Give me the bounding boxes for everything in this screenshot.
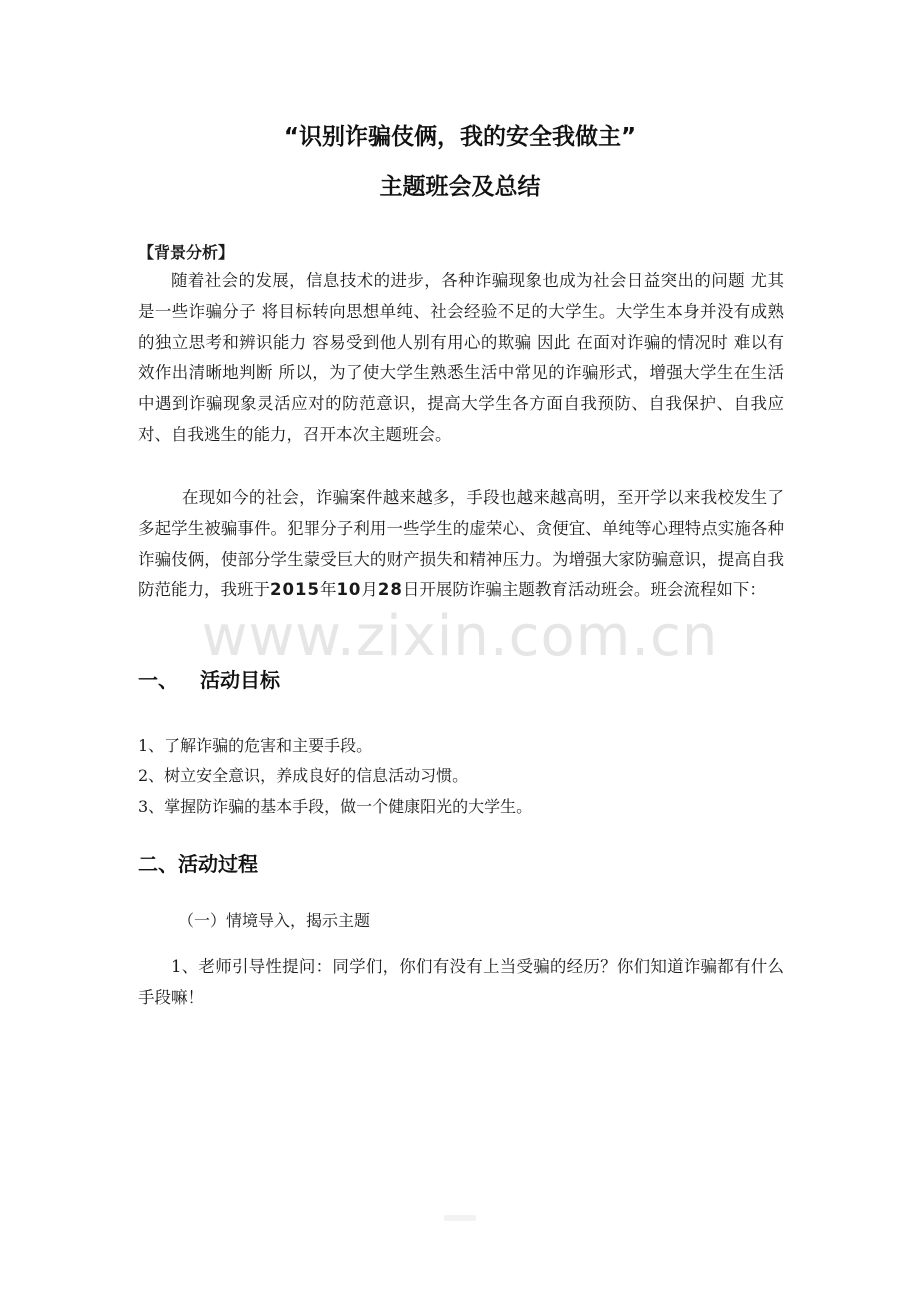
teacher-question-1: 1、老师引导性提问：同学们，你们有没有上当受骗的经历？你们知道诈骗都有什么手段嘛！ (138, 957, 784, 1007)
section-2-heading: 二、活动过程 (138, 852, 258, 876)
watermark: www.zixin.com.cn (201, 604, 719, 669)
background-paragraph-2 (138, 483, 784, 606)
goal-item-2: 2、树立安全意识，养成良好的信息活动习惯。 (138, 766, 469, 785)
background-paragraph-1: 随着社会的发展，信息技术的进步，各种诈骗现象也成为社会日益突出的问题 尤其是一些诈骗分子 将目标转向思想单纯、社会经验不足的大学生。大学生本身并没有成熟的独立思考和辨识能力 容易受到他人别有用心的欺骗 因此 在面对诈骗的情况时 难以有效作出清晰地判断 所以，为了使大学生熟悉生活中常见的诈骗形式，增强大学生在生活中遇到诈骗现象灵活应对的防范意识，提高大学生各方面自我预防、自我保护、自我应对、自我逃生的能力，召开本次主题班会。 (138, 271, 784, 444)
paragraph2-text-start: 在现如今的社会，诈骗案件越来越多，手段也越来越高明，至开学以来我校发生了多起学生被骗事件。犯罪分子利用一些学生的虚荣心、贪便宜、单纯等心理特点实施各种诈骗伎俩，使部分学生蒙受巨大的财产损失和精神压力。为增强大家防骗意识，提高自我防范能力，我班于 (138, 488, 784, 600)
date-day: 28 (377, 580, 403, 600)
date-month-unit: 月 (361, 580, 378, 600)
footer-page-mark (444, 1215, 476, 1221)
date-year-unit: 年 (319, 580, 337, 600)
subsection-1-heading: （一）情境导入，揭示主题 (178, 911, 371, 930)
section-1-title: 活动目标 (200, 668, 280, 692)
goal-item-3: 3、掌握防诈骗的基本手段，做一个健康阳光的大学生。 (138, 797, 533, 816)
section-1-number: 一、 (138, 668, 178, 692)
document-title-line2: 主题班会及总结 (379, 174, 541, 200)
date-month: 10 (336, 580, 362, 600)
section-1-heading (138, 664, 280, 693)
document-title-line1: “识别诈骗伎俩，我的安全我做主” (283, 124, 637, 150)
paragraph2-text-end: 日开展防诈骗主题教育活动班会。班会流程如下： (402, 580, 766, 600)
goal-item-1: 1、了解诈骗的危害和主要手段。 (138, 736, 373, 755)
date-year: 2015 (270, 580, 320, 600)
background-analysis-heading: 【背景分析】 (138, 243, 235, 262)
